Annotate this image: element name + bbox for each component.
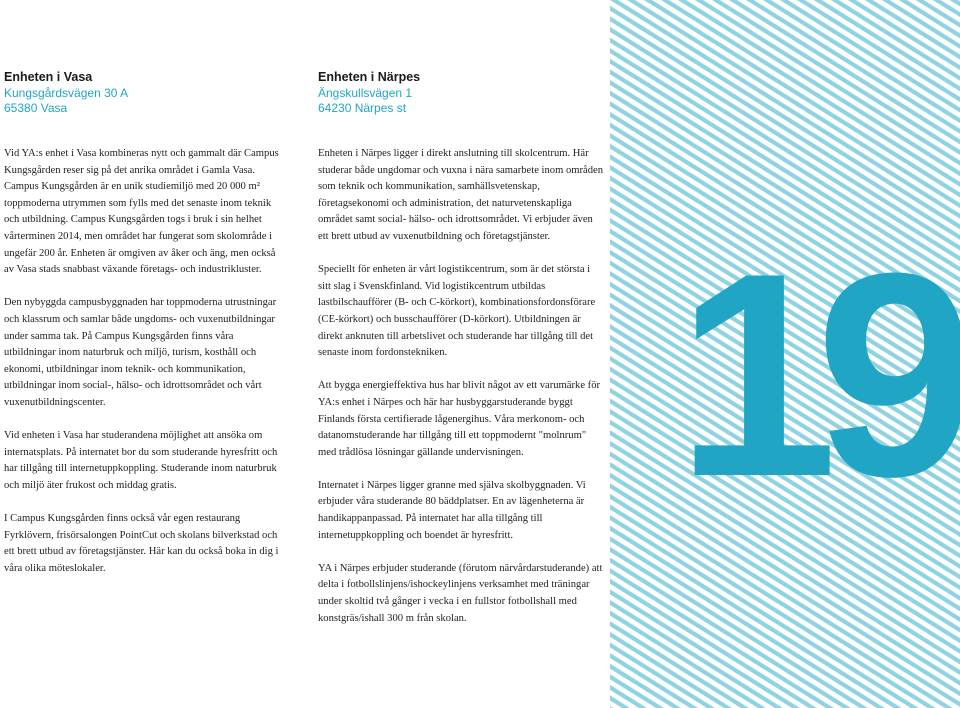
narpes-paragraph: Internatet i Närpes ligger granne med själva skolbyggnaden. Vi erbjuder våra studerande 80 bäddplatser. En av lägenheterna är handikappanpassad. På internatet har alla tillgång till internetuppkoppling och boendet är hyresfritt.: [318, 479, 586, 541]
vasa-paragraph: Vid enheten i Vasa har studerandena möjlighet att ansöka om internatsplats. På internatet bor du som studerande hyresfritt och har tillgång till internetuppkoppling. Studerande inom naturbruk och miljö äter frukost och middag gratis.: [4, 430, 278, 491]
narpes-paragraph: Speciellt för enheten är vårt logistikcentrum, som är det största i sitt slag i Svenskfinland. Vid logistikcentrum utbildas lastbilschaufförer (B- och C-körkort), kombinationsfordonsförare (CE-körkort) och busschaufförer (D-körkort). Utbildningen är direkt anknuten till arbetslivet och studerande har tillgång till det senaste inom fordonstekniken.: [318, 264, 596, 359]
vasa-paragraph: I Campus Kungsgården finns också vår egen restaurang Fyrklövern, frisörsalongen PointCut och skolans bilverkstad och ett brett utbud av företagstjänster. Här kan du också boka in dig i våra olika möteslokaler.: [4, 513, 279, 574]
vasa-heading: Enheten i Vasa: [4, 70, 93, 84]
vasa-paragraph: Vid YA:s enhet i Vasa kombineras nytt och gammalt där Campus Kungsgården reser sig på det anrika området i Gamla Vasa. Campus Kungsgården är en unik studiemiljö med 20 000 m² toppmoderna utrymmen som fylls med det senaste inom teknik och utbildning. Campus Kungsgården togs i bruk i sin helhet vårterminen 2014, men området har fungerat som skolområde i ungefär 200 år. Enheten är omgiven av åker och äng, men också av Vasa stads snabbast växande företags- och industrikluster.: [4, 148, 279, 276]
narpes-paragraph: Enheten i Närpes ligger i direkt anslutning till skolcentrum. Här studerar både ungdomar och vuxna i nära samarbete inom områden som teknik och kommunikation, samhällsvetenskap, företagsekonomi och administration, det naturvetenskapliga området samt social- hälso- och idrottsområdet. Vi erbjuder även ett brett utbud av vuxenutbildning och företagstjänster.: [318, 148, 604, 242]
vasa-address-street: Kungsgårdsvägen 30 A: [4, 86, 129, 100]
narpes-body: [318, 146, 604, 644]
page-number-decoration: [610, 0, 960, 708]
narpes-address-street: Ängskullsvägen 1: [318, 86, 413, 100]
vasa-body: [4, 146, 286, 594]
narpes-heading: Enheten i Närpes: [318, 70, 421, 84]
vasa-address-postcode: 65380 Vasa: [4, 101, 68, 115]
narpes-paragraph: YA i Närpes erbjuder studerande (förutom närvårdarstuderande) att delta i fotbollslinjens/ishockeylinjens verksamhet med träningar under skoltid två gånger i vecka i en fullstor fotbollshall med konstgräs/ishall 300 m från skolan.: [318, 562, 603, 624]
vasa-paragraph: Den nybyggda campusbyggnaden har toppmoderna utrustningar och klassrum och samlar både ungdoms- och vuxenutbildningar under samma tak. På Campus Kungsgården finns våra utbildningar inom naturbruk och miljö, turism, kosthåll och ekonomi, utbildningar inom teknik- och kommunikation, utbildningar inom social-, hälso- och idrottsområdet och vårt vuxenutbildningscenter.: [4, 297, 277, 408]
narpes-paragraph: Att bygga energieffektiva hus har blivit något av ett varumärke för YA:s enhet i Närpes och här har husbyggarstuderande byggt Finlands första certifierade lågenergihus. Våra merkonom- och datanomstuderande har tillgång till ett toppmodernt "molnrum" med trådlösa lösningar gällande undervisningen.: [318, 380, 601, 458]
page-number: 19: [676, 213, 955, 537]
narpes-address-postcode: 64230 Närpes st: [318, 101, 407, 115]
